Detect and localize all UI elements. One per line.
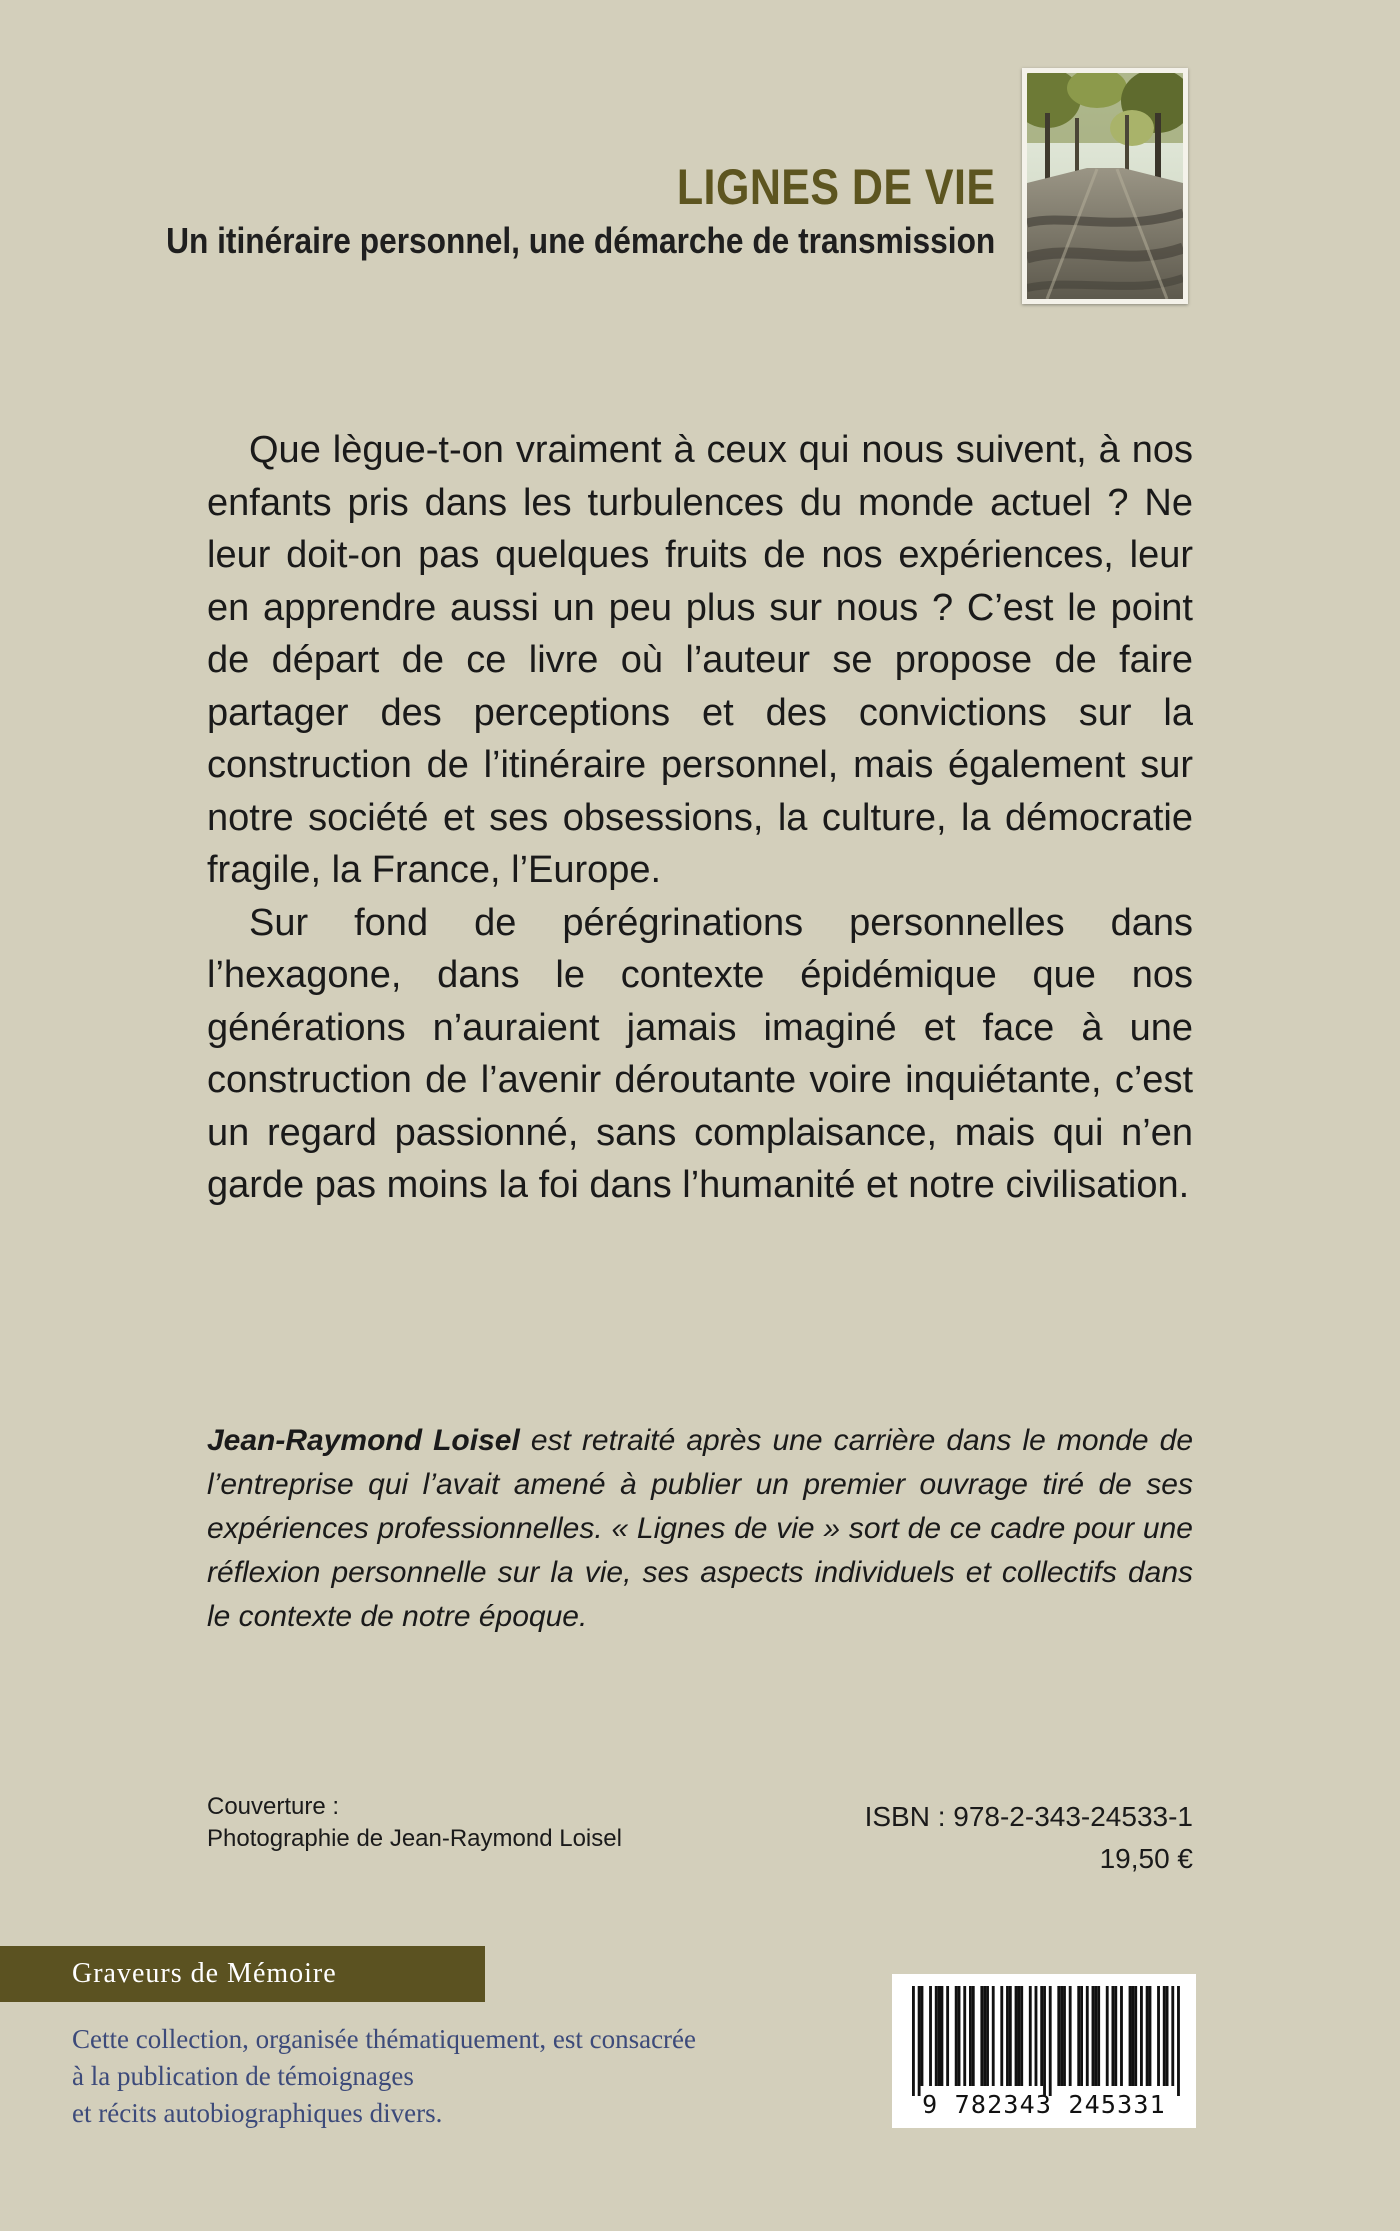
collection-description-line: et récits autobiographiques divers. <box>72 2098 443 2128</box>
barcode-bar <box>941 1986 944 2086</box>
barcode-bar <box>938 1986 941 2086</box>
barcode-bar <box>1043 1986 1046 2096</box>
summary-paragraph-1: Que lègue-t-on vraiment à ceux qui nous suivent, à nos enfants pris dans les turbulences du monde actuel ? Ne leur doit-on pas quelques fruits de nos expériences, leur en apprendre aussi un peu plus sur nous ? C’est le point de départ de ce livre où l’auteur se propose de faire partager des perceptions et des convictions sur la construction de l’itinéraire personnel, mais également sur notre société et ses obsessions, la culture, la démocratie fragile, la France, l’Europe. <box>207 429 1193 891</box>
barcode-bar <box>992 1986 995 2086</box>
barcode-bar <box>1131 1986 1134 2086</box>
cover-credit-text: Photographie de Jean-Raymond Loisel <box>207 1825 622 1852</box>
cover-credit <box>207 1791 622 1855</box>
barcode-bar <box>1080 1986 1083 2086</box>
barcode-bar <box>1009 1986 1012 2086</box>
barcode-bar <box>935 1986 938 2086</box>
barcode-bar <box>1157 1986 1160 2086</box>
barcode-bar <box>955 1986 958 2086</box>
barcode-bar <box>912 1986 915 2096</box>
book-title: LIGNES DE VIE <box>676 159 995 215</box>
barcode-bar <box>969 1986 972 2086</box>
cover-credit-label: Couverture : <box>207 1793 340 1820</box>
barcode-bar <box>1140 1986 1143 2086</box>
barcode-bar <box>972 1986 975 2086</box>
barcode-bar <box>918 1986 921 2096</box>
barcode-bar <box>1049 1986 1052 2096</box>
barcode-bar <box>1166 1986 1169 2086</box>
barcode-bar <box>1057 1986 1060 2086</box>
author-bio-text: est retraité après une carrière dans le monde de l’entreprise qui l’avait amené à publier un premier ouvrage tiré de ses expériences professionnelles. « Lignes de vie » sort de ce cadre pour une réflexion personnelle sur la vie, ses aspects individuels et collectifs dans le contexte de notre époque. <box>207 1424 1194 1633</box>
cover-photo <box>1022 68 1188 304</box>
barcode-bar <box>1086 1986 1089 2086</box>
collection-name: Graveurs de Mémoire <box>72 1958 337 1989</box>
barcode-bar <box>983 1986 986 2086</box>
barcode-bar <box>1149 1986 1152 2086</box>
price: 19,50 € <box>1099 1843 1193 1874</box>
collection-description-line: Cette collection, organisée thématiquement, est consacrée <box>72 2024 697 2054</box>
barcode-bar <box>946 1986 949 2086</box>
barcode-bar <box>1000 1986 1003 2086</box>
summary-paragraph-2: Sur fond de pérégrinations personnelles dans l’hexagone, dans le contexte épidémique que nos générations n’auraient jamais imaginé et face à une construction de l’avenir déroutante voire inquiétante, c’est un regard passionné, sans complaisance, mais qui n’en garde pas moins la foi dans l’humanité et notre civilisation. <box>207 901 1193 1206</box>
barcode-bar <box>980 1986 983 2086</box>
collection-banner <box>0 1946 485 2002</box>
collection-description <box>72 2021 712 2132</box>
tree-lined-path-photo <box>1027 73 1183 299</box>
barcode-bar <box>1171 1986 1174 2086</box>
barcode-bar <box>1077 1986 1080 2086</box>
product-info <box>865 1796 1193 1880</box>
collection-description-line: à la publication de témoignages <box>72 2061 414 2091</box>
author-name: Jean-Raymond Loisel <box>207 1424 520 1457</box>
barcode-bar <box>1114 1986 1117 2086</box>
barcode-bar <box>963 1986 966 2086</box>
barcode-bar <box>921 1986 924 2086</box>
barcode-bar <box>1020 1986 1023 2086</box>
barcode-bar <box>929 1986 932 2086</box>
barcode-bar <box>1146 1986 1149 2086</box>
barcode-bar <box>1069 1986 1072 2086</box>
barcode-bar <box>1097 1986 1100 2086</box>
author-bio <box>207 1419 1193 1639</box>
barcode-bar <box>1060 1986 1063 2086</box>
barcode-bar <box>1015 1986 1018 2086</box>
barcode-bar <box>1035 1986 1038 2086</box>
barcode-bar <box>958 1986 961 2086</box>
summary-text <box>207 424 1193 1212</box>
barcode-bar <box>1120 1986 1123 2086</box>
barcode-bar <box>986 1986 989 2086</box>
isbn-number: ISBN : 978-2-343-24533-1 <box>864 1801 1193 1832</box>
barcode-bar <box>1129 1986 1132 2086</box>
barcode-digits: 9 782343 245331 <box>922 2090 1166 2119</box>
barcode-bar <box>1094 1986 1097 2086</box>
barcode-bar <box>1134 1986 1137 2086</box>
barcode-bar <box>1006 1986 1009 2086</box>
barcode-bar <box>1092 1986 1095 2086</box>
barcode-bar <box>1017 1986 1020 2086</box>
barcode-bar <box>1177 1986 1180 2096</box>
barcode-bar <box>1106 1986 1109 2086</box>
barcode <box>892 1974 1196 2128</box>
barcode-bar <box>1112 1986 1115 2086</box>
barcode-bar <box>1063 1986 1066 2086</box>
barcode-bar <box>1163 1986 1166 2086</box>
barcode-bar <box>1029 1986 1032 2086</box>
barcode-bar <box>1040 1986 1043 2086</box>
book-subtitle: Un itinéraire personnel, une démarche de transmission <box>165 220 995 261</box>
